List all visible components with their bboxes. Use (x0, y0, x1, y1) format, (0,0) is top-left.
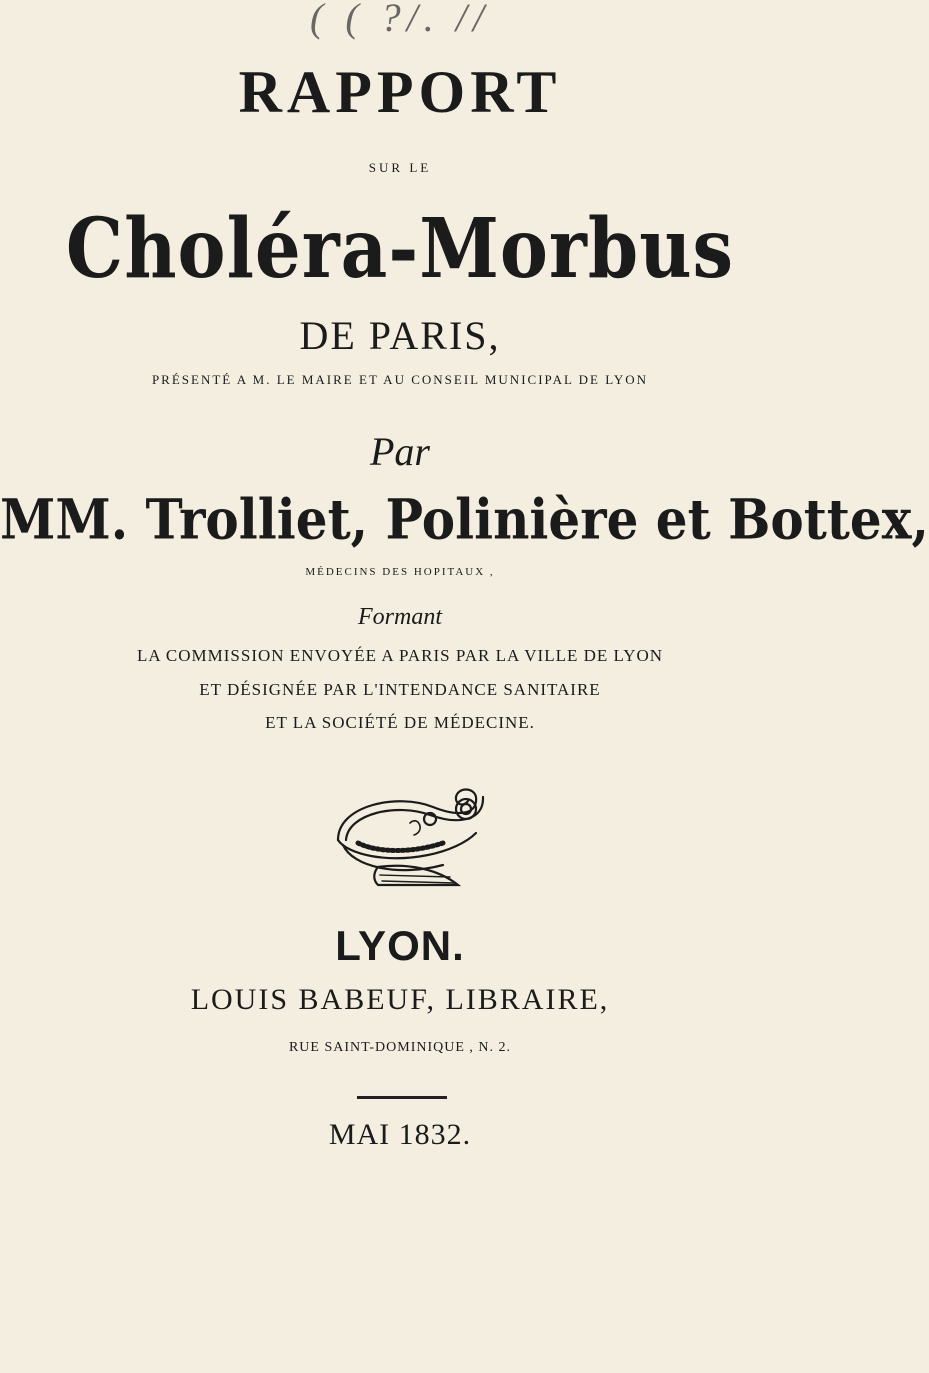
publisher-name: LOUIS BABEUF, LIBRAIRE, (190, 983, 610, 1016)
formant-script: Formant (358, 604, 442, 630)
serpent-lamp-icon (318, 785, 488, 895)
presented-to-line: PRÉSENTÉ A M. LE MAIRE ET AU CONSEIL MUNICIPAL DE LYON (151, 372, 649, 387)
publication-date: MAI 1832. (328, 1118, 472, 1151)
handwritten-mark: ( ( ?/. // (310, 0, 490, 40)
publisher-address: RUE SAINT-DOMINIQUE , N. 2. (288, 1040, 512, 1055)
authors-role: MÉDECINS DES HOPITAUX , (305, 566, 495, 578)
blackletter-title: Choléra-Morbus (65, 198, 735, 297)
authors-line: MM. Trolliet, Polinière et Bottex, (0, 487, 929, 552)
commission-line-2: ET DÉSIGNÉE PAR L'INTENDANCE SANITAIRE (199, 680, 601, 699)
commission-line-3: ET LA SOCIÉTÉ DE MÉDECINE. (265, 713, 535, 732)
city-name: LYON. (335, 922, 465, 969)
divider-rule (357, 1096, 447, 1099)
subtitle-sur-le: SUR LE (368, 160, 432, 175)
par-script: Par (370, 429, 430, 474)
location-subtitle: DE PARIS, (299, 313, 501, 358)
page-title: RAPPORT (238, 59, 562, 125)
commission-line-1: LA COMMISSION ENVOYÉE A PARIS PAR LA VILLE DE LYON (136, 646, 664, 665)
